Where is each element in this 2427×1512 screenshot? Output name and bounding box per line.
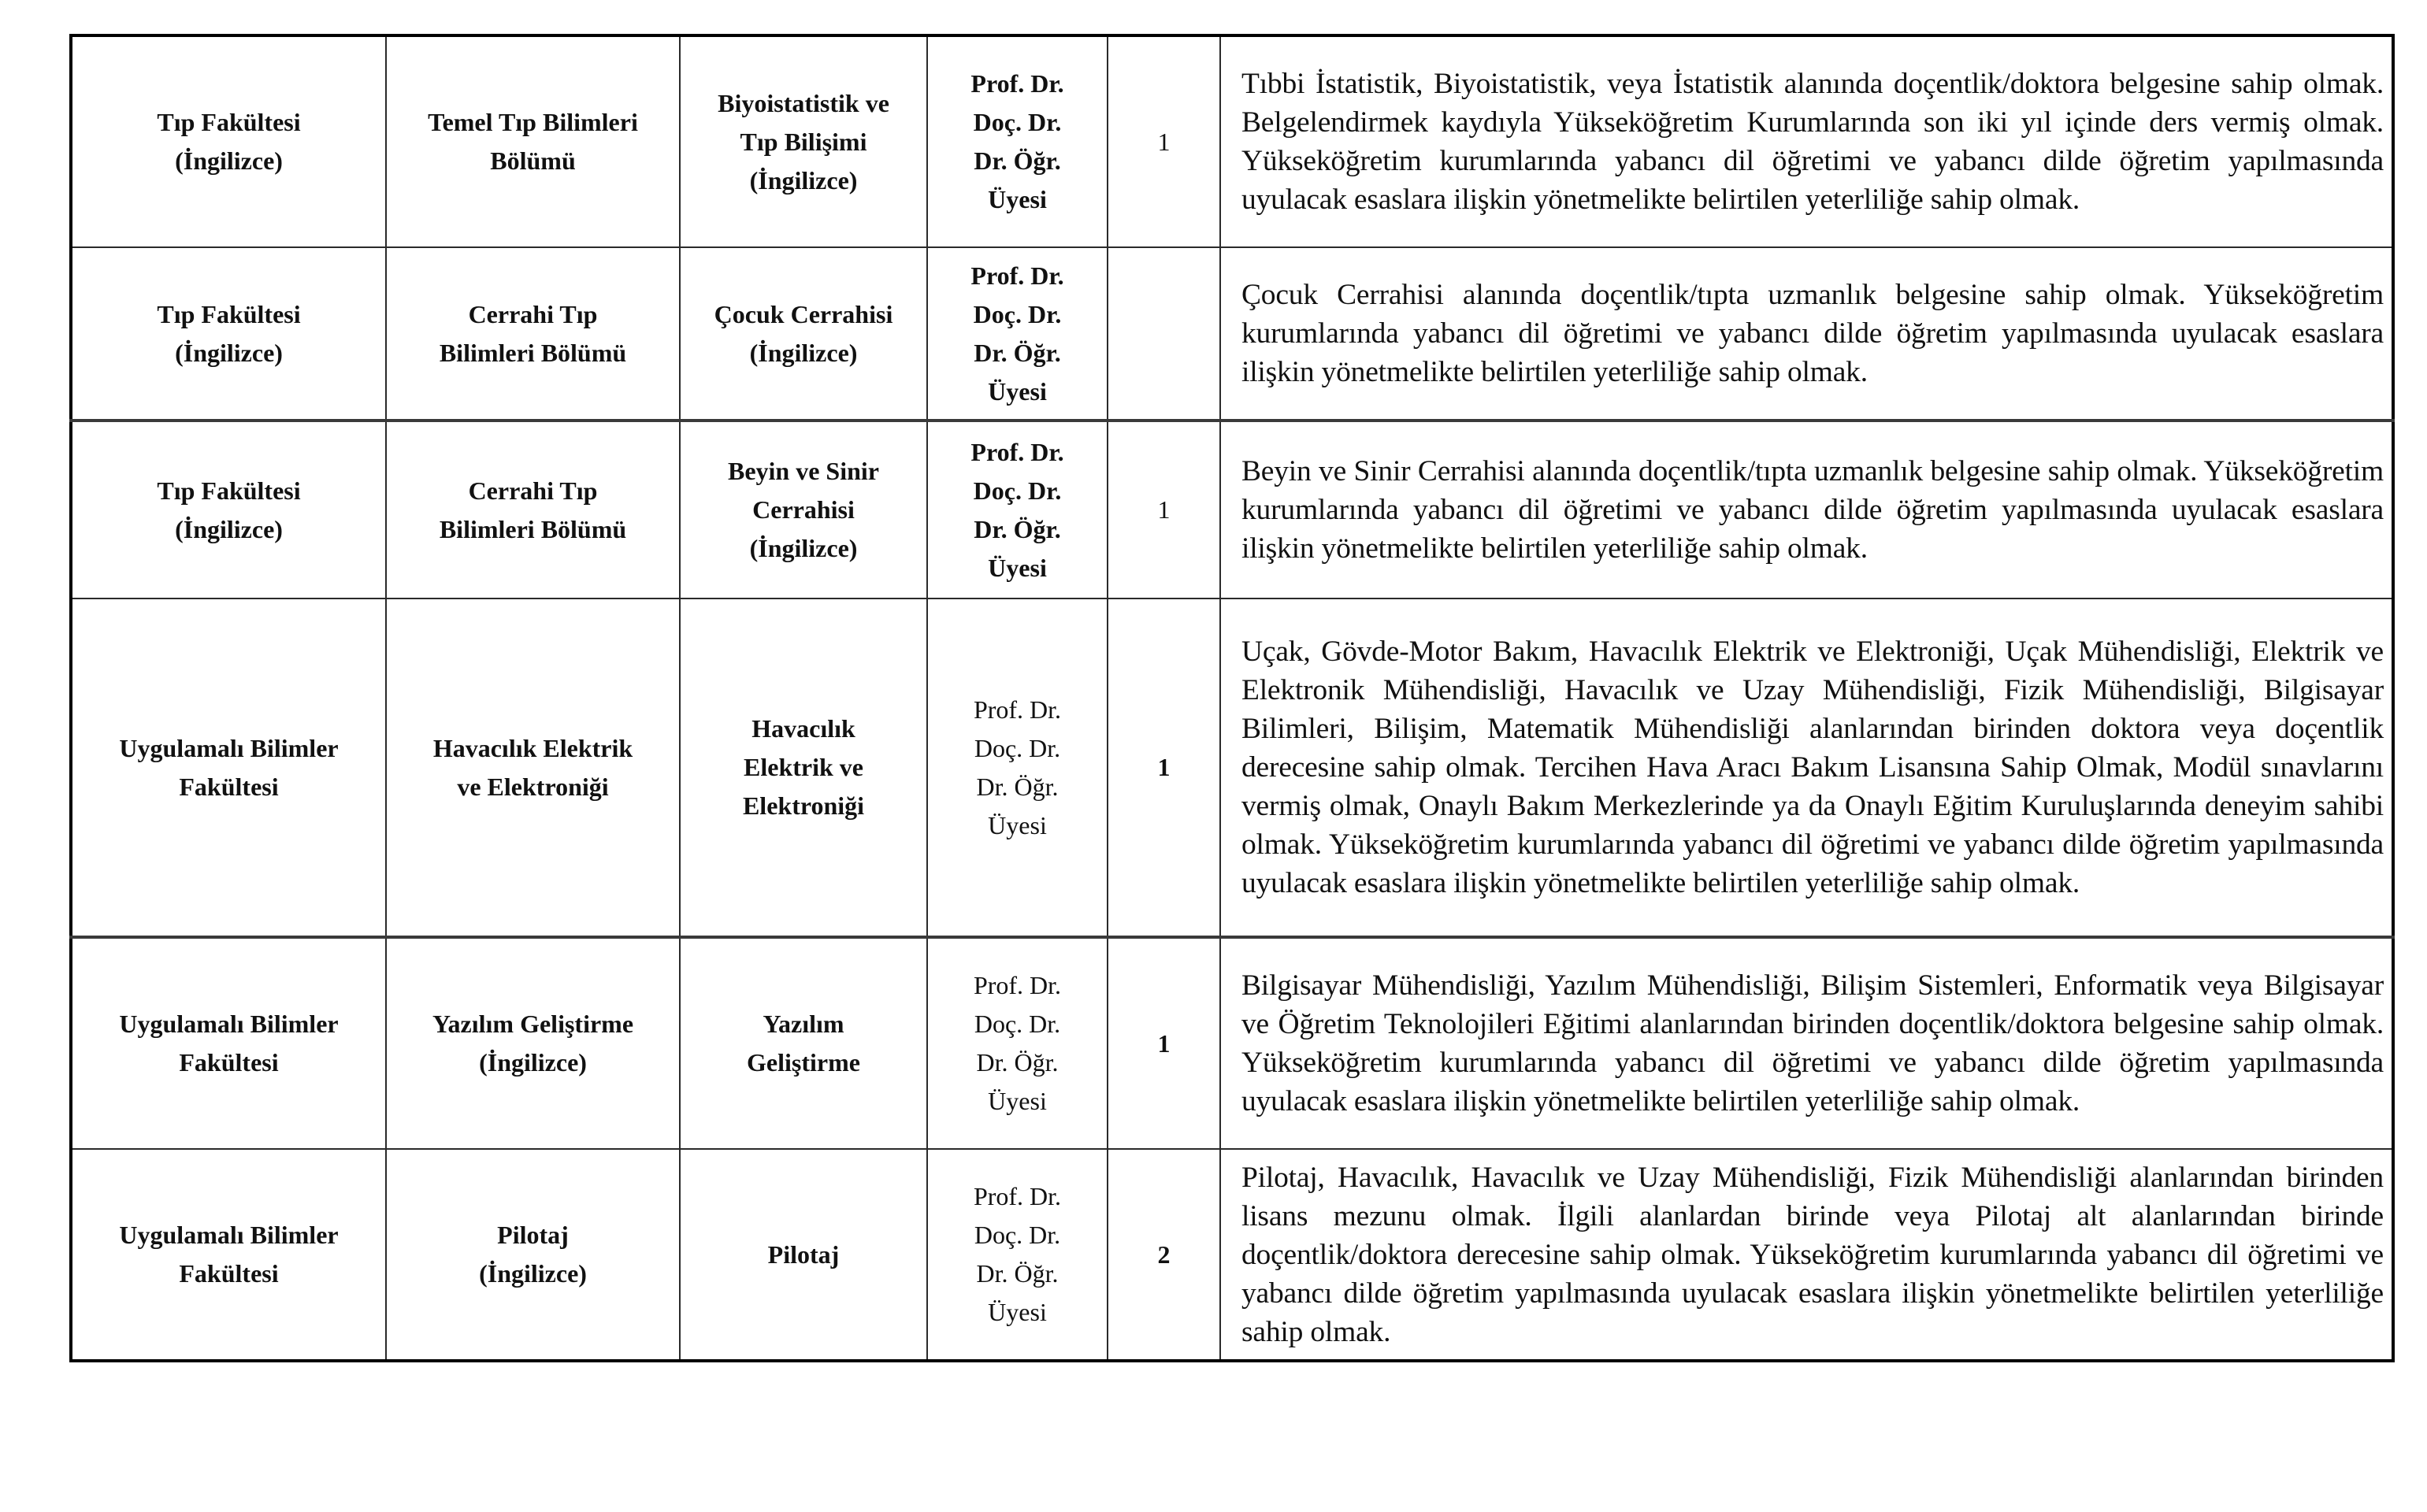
rank-label: Dr. Öğr. (974, 146, 1061, 175)
rank-cell (927, 598, 1108, 937)
requirements-cell (1220, 598, 2393, 937)
rank-label: Dr. Öğr. (976, 772, 1059, 801)
division-name: Elektroniği (742, 791, 865, 820)
rank-label: Doç. Dr. (974, 1010, 1061, 1038)
department-cell (386, 247, 680, 421)
faculty-name: Uygulamalı Bilimler (119, 1010, 339, 1038)
rank-cell (927, 937, 1108, 1149)
rank-label: Prof. Dr. (973, 695, 1062, 724)
department-name: (İngilizce) (479, 1048, 587, 1077)
rank-label: Doç. Dr. (974, 733, 1061, 762)
count-cell (1108, 35, 1220, 247)
rank-label: Dr. Öğr. (976, 1259, 1059, 1288)
department-name: Havacılık Elektrik (432, 733, 633, 762)
rank-label: Üyesi (988, 185, 1047, 213)
rank-label: Doç. Dr. (973, 299, 1062, 328)
rank-label: Prof. Dr. (970, 261, 1064, 290)
faculty-cell (71, 247, 386, 421)
count-cell (1108, 421, 1220, 598)
rank-label: Prof. Dr. (970, 437, 1064, 466)
rank-cell (927, 1149, 1108, 1361)
requirements-text: Pilotaj, Havacılık, Havacılık ve Uzay Mühendisliği, Fizik Mühendisliği alanlarından birinden lisans mezunu olmak. İlgili alanlardan birinde veya Pilotaj alt alanlarından birinde doçentlik/doktora derecesine sahip olmak. Yükseköğretim kurumlarında yabancı dil öğretimi ve yabancı dilde öğretim yapılmasında uyulacak esaslara ilişkin yönetmelikte belirtilen yeterliliğe sahip olmak. (1241, 1161, 2384, 1348)
division-cell (680, 247, 927, 421)
rank-label: Dr. Öğr. (976, 1048, 1059, 1077)
faculty-name: Uygulamalı Bilimler (119, 1221, 339, 1249)
department-name: Yazılım Geliştirme (432, 1010, 634, 1038)
rank-label: Dr. Öğr. (974, 338, 1061, 367)
requirements-text: Tıbbi İstatistik, Biyoistatistik, veya İstatistik alanında doçentlik/doktora belgesine sahip olmak. Belgelendirmek kaydıyla Yükseköğretim Kurumlarında son iki yıl içinde ders vermiş olmak. Yükseköğretim kurumlarında yabancı dil öğretimi ve yabancı dilde öğretim yapılmasında uyulacak esaslara ilişkin yönetmelikte belirtilen yeterliliğe sahip olmak. (1241, 68, 2384, 216)
requirements-cell (1220, 1149, 2393, 1361)
requirements-cell (1220, 35, 2393, 247)
faculty-name: Tıp Fakültesi (157, 476, 301, 505)
rank-label: Prof. Dr. (973, 971, 1062, 999)
table-row (71, 421, 2393, 598)
requirements-text: Çocuk Cerrahisi alanında doçentlik/tıpta uzmanlık belgesine sahip olmak. Yükseköğretim kurumlarında yabancı dil öğretimi ve yabancı dilde öğretim yapılmasında uyulacak esaslara ilişkin yönetmelikte belirtilen yeterliliğe sahip olmak. (1241, 279, 2384, 388)
table-row (71, 1149, 2393, 1361)
faculty-name: Fakültesi (179, 1048, 279, 1077)
department-cell (386, 421, 680, 598)
faculty-language: (İngilizce) (175, 146, 283, 175)
department-name: ve Elektroniği (457, 772, 609, 801)
department-cell (386, 1149, 680, 1361)
count-cell (1108, 598, 1220, 937)
faculty-positions-table (69, 34, 2395, 1362)
faculty-cell (71, 937, 386, 1149)
rank-label: Üyesi (988, 1298, 1047, 1326)
rank-cell (927, 421, 1108, 598)
rank-cell (927, 247, 1108, 421)
requirements-cell (1220, 937, 2393, 1149)
division-name: Elektrik ve (744, 753, 863, 781)
rank-label: Doç. Dr. (974, 1221, 1061, 1249)
position-count: 1 (1157, 127, 1171, 156)
faculty-language: (İngilizce) (175, 338, 283, 367)
division-name: Yazılım (763, 1010, 844, 1038)
division-name: Cerrahisi (752, 495, 855, 524)
requirements-text: Uçak, Gövde-Motor Bakım, Havacılık Elektrik ve Elektroniği, Uçak Mühendisliği, Elektrik ve Elektronik Mühendisliği, Havacılık ve Uzay Mühendisliği, Fizik Mühendisliği, Bilgisayar Bilimleri, Bilişim, Matematik Mühendisliği alanlarından birinden doktora veya doçentlik derecesine sahip olmak. Tercihen Hava Aracı Bakım Lisansına Sahip Olmak, Modül sınavlarını vermiş olmak, Onaylı Bakım Merkezlerinde ya da Onaylı Eğitim Kuruluşlarında deneyim sahibi olmak. Yükseköğretim kurumlarında yabancı dil öğretimi ve yabancı dilde öğretim yapılmasında uyulacak esaslara ilişkin yönetmelikte belirtilen yeterliliğe sahip olmak. (1241, 636, 2384, 899)
department-cell (386, 35, 680, 247)
table-row (71, 247, 2393, 421)
department-cell (386, 937, 680, 1149)
table-row (71, 35, 2393, 247)
position-count: 1 (1157, 495, 1171, 524)
position-count: 1 (1157, 753, 1171, 781)
table-row (71, 937, 2393, 1149)
rank-label: Üyesi (988, 376, 1047, 406)
division-cell (680, 35, 927, 247)
division-cell (680, 421, 927, 598)
rank-label: Prof. Dr. (970, 69, 1064, 98)
faculty-language: (İngilizce) (175, 514, 283, 543)
position-count: 1 (1157, 1028, 1171, 1058)
department-cell (386, 598, 680, 937)
rank-label: Dr. Öğr. (974, 514, 1061, 543)
department-name: Bilimleri Bölümü (439, 514, 627, 543)
faculty-name: Fakültesi (179, 772, 279, 801)
faculty-name: Tıp Fakültesi (157, 299, 301, 328)
department-name: Cerrahi Tıp (468, 299, 598, 328)
faculty-name: Tıp Fakültesi (157, 108, 301, 136)
division-cell (680, 937, 927, 1149)
table-row (71, 598, 2393, 937)
position-count: 2 (1157, 1240, 1171, 1269)
faculty-cell (71, 1149, 386, 1361)
division-name: Havacılık (751, 714, 855, 743)
division-name: (İngilizce) (749, 534, 858, 562)
division-name: Biyoistatistik ve (718, 88, 889, 117)
rank-cell (927, 35, 1108, 247)
faculty-name: Fakültesi (179, 1259, 279, 1288)
faculty-cell (71, 35, 386, 247)
requirements-cell (1220, 247, 2393, 421)
division-cell (680, 1149, 927, 1361)
rank-label: Üyesi (988, 810, 1047, 839)
division-name: Geliştirme (747, 1048, 860, 1077)
division-name: Beyin ve Sinir (727, 457, 879, 485)
rank-label: Üyesi (988, 553, 1047, 582)
division-name: Çocuk Cerrahisi (714, 299, 893, 328)
faculty-name: Uygulamalı Bilimler (119, 733, 339, 762)
department-name: Bölümü (490, 146, 576, 175)
department-name: Cerrahi Tıp (468, 476, 598, 505)
division-cell (680, 598, 927, 937)
faculty-cell (71, 421, 386, 598)
rank-label: Prof. Dr. (973, 1182, 1062, 1210)
count-cell (1108, 937, 1220, 1149)
department-name: Temel Tıp Bilimleri (428, 108, 638, 136)
division-name: Pilotaj (767, 1240, 840, 1269)
department-language: (İngilizce) (479, 1259, 587, 1288)
requirements-text: Beyin ve Sinir Cerrahisi alanında doçentlik/tıpta uzmanlık belgesine sahip olmak. Yükseköğretim kurumlarında yabancı dil öğretimi ve yabancı dilde öğretim yapılmasında uyulacak esaslara ilişkin yönetmelikte belirtilen yeterliliğe sahip olmak. (1241, 455, 2384, 565)
rank-label: Doç. Dr. (973, 476, 1062, 505)
count-cell (1108, 247, 1220, 421)
division-name: Tıp Bilişimi (740, 127, 867, 156)
division-name: (İngilizce) (749, 338, 858, 367)
requirements-cell (1220, 421, 2393, 598)
department-name: Pilotaj (497, 1221, 569, 1249)
count-cell (1108, 1149, 1220, 1361)
department-name: Bilimleri Bölümü (439, 338, 627, 367)
division-name: (İngilizce) (749, 165, 858, 195)
requirements-text: Bilgisayar Mühendisliği, Yazılım Mühendisliği, Bilişim Sistemleri, Enformatik veya Bilgisayar ve Öğretim Teknolojileri Eğitimi alanlarından birinden doçentlik/doktora belgesine sahip olmak. Yükseköğretim kurumlarında yabancı dil öğretimi ve yabancı dilde öğretim yapılmasında uyulacak esaslara ilişkin yönetmelikte belirtilen yeterliliğe sahip olmak. (1241, 969, 2384, 1117)
rank-label: Doç. Dr. (973, 108, 1062, 136)
faculty-cell (71, 598, 386, 937)
rank-label: Üyesi (988, 1087, 1047, 1115)
